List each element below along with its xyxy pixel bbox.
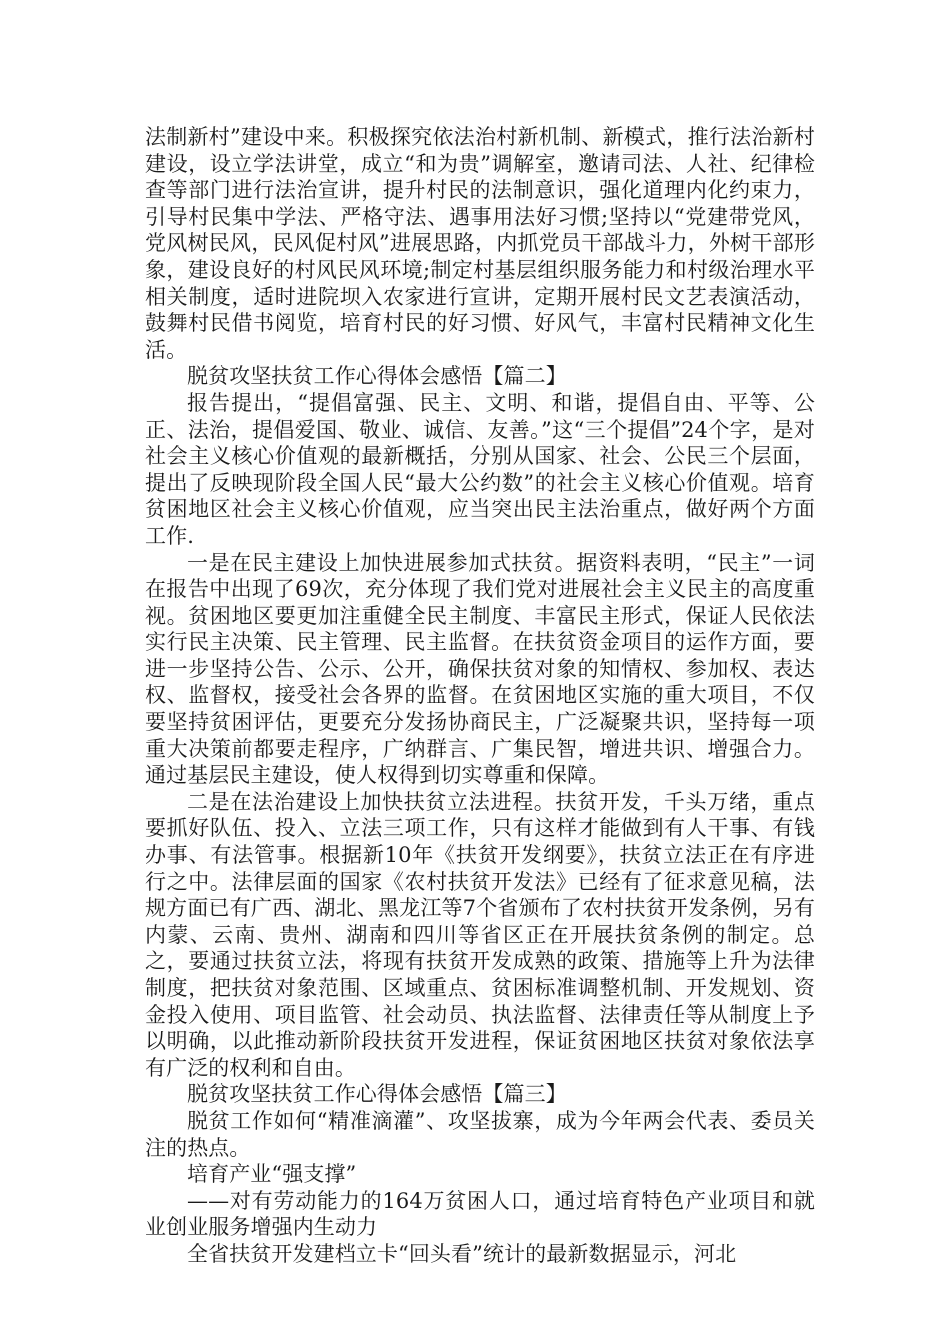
- paragraph-7: 全省扶贫开发建档立卡“回头看”统计的最新数据显示，河北: [187, 1241, 737, 1266]
- section-heading-2: 脱贫攻坚扶贫工作心得体会感悟【篇二】: [187, 364, 567, 389]
- section-heading-3: 脱贫攻坚扶贫工作心得体会感悟【篇三】: [187, 1082, 567, 1107]
- paragraph-5: 脱贫工作如何“精准滴灌”、攻坚拔寨，成为今年两会代表、委员关注的热点。: [145, 1108, 815, 1160]
- paragraph-4: 二是在法治建设上加快扶贫立法进程。扶贫开发，千头万绪，重点要抓好队伍、投入、立法三项工作，只有这样才能做到有人干事、有钱办事、有法管事。根据新10年《扶贫开发纲要》，扶贫立法正在有序进行之中。法律层面的国家《农村扶贫开发法》已经有了征求意见稿，法规方面已有广西、湖北、黑龙江等7个省颁布了农村扶贫开发条例，另有内蒙、云南、贵州、湖南和四川等省区正在开展扶贫条例的制定。总之，要通过扶贫立法，将现有扶贫开发成熟的政策、措施等上升为法律制度，把扶贫对象范围、区域重点、贫困标准调整机制、开发规划、资金投入使用、项目监管、社会动员、执法监督、法律责任等从制度上予以明确，以此推动新阶段扶贫开发进程，保证贫困地区扶贫对象依法享有广泛的权利和自由。: [145, 789, 815, 1080]
- paragraph-6: ——对有劳动能力的164万贫困人口，通过培育特色产业项目和就业创业服务增强内生动力: [145, 1188, 815, 1240]
- paragraph-1: 法制新村”建设中来。积极探究依法治村新机制、新模式，推行法治新村建设，设立学法讲堂，成立“和为贵”调解室，邀请司法、人社、纪律检查等部门进行法治宣讲，提升村民的法制意识，强化道理内化约束力，引导村民集中学法、严格守法、遇事用法好习惯;坚持以“党建带党风，党风树民风，民风促村风”进展思路，内抓党员干部战斗力，外树干部形象，建设良好的村风民风环境;制定村基层组织服务能力和村级治理水平相关制度，适时进院坝入农家进行宣讲，定期开展村民文艺表演活动，鼓舞村民借书阅览，培育村民的好习惯、好风气，丰富村民精神文化生活。: [145, 125, 815, 362]
- paragraph-2: 报告提出，“提倡富强、民主、文明、和谐，提倡自由、平等、公正、法治，提倡爱国、敬业、诚信、友善。”这“三个提倡”24个字，是对社会主义核心价值观的最新概括，分别从国家、社会、公民三个层面，提出了反映现阶段全国人民“最大公约数”的社会主义核心价值观。培育贫困地区社会主义核心价值观，应当突出民主法治重点，做好两个方面工作.: [145, 390, 815, 548]
- paragraph-3: 一是在民主建设上加快进展参加式扶贫。据资料表明，“民主”一词在报告中出现了69次，充分体现了我们党对进展社会主义民主的高度重视。贫困地区要更加注重健全民主制度、丰富民主形式，保证人民依法实行民主决策、民主管理、民主监督。在扶贫资金项目的运作方面，要进一步坚持公告、公示、公开，确保扶贫对象的知情权、参加权、表达权、监督权，接受社会各界的监督。在贫困地区实施的重大项目，不仅要坚持贫困评估，更要充分发扬协商民主，广泛凝聚共识，坚持每一项重大决策前都要走程序，广纳群言、广集民智，增进共识、增强合力。通过基层民主建设，使人权得到切实尊重和保障。: [145, 550, 815, 788]
- document-page: [145, 124, 815, 1268]
- subheading-industry: 培育产业“强支撑”: [187, 1162, 357, 1187]
